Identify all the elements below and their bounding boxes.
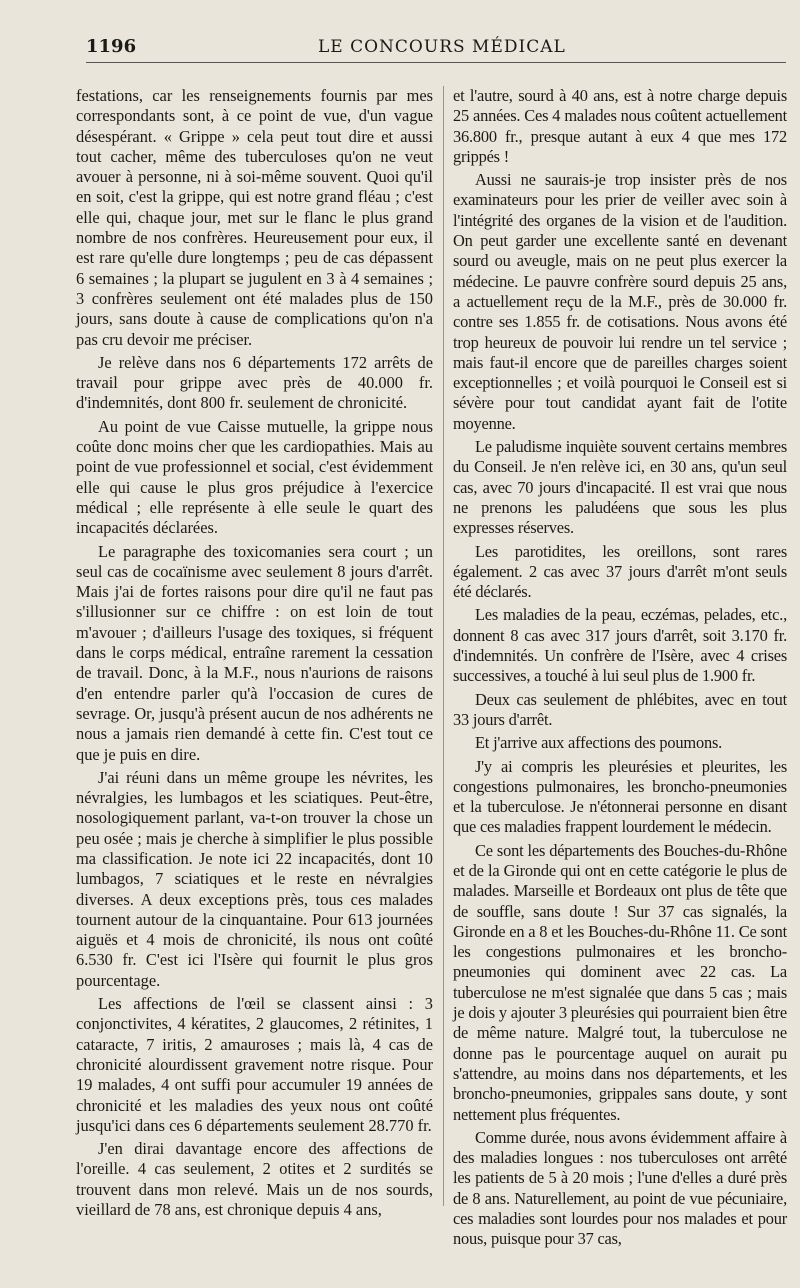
right-column bbox=[453, 86, 787, 1249]
left-column bbox=[76, 86, 433, 1236]
paragraph: Je relève dans nos 6 départements 172 arrêts de travail pour grippe avec près de 40.000 fr. d'indemnités, dont 800 fr. seulement de chronicité. bbox=[76, 352, 433, 413]
paragraph: J'y ai compris les pleurésies et pleurites, les congestions pulmonaires, les broncho-pneumonies et la tuberculose. Je n'étonnerai personne en disant que ces maladies frappent lourdement le médecin. bbox=[453, 756, 787, 837]
paragraph: Au point de vue Caisse mutuelle, la grippe nous coûte donc moins cher que les cardiopathies. Mais au point de vue professionnel et social, c'est évidemment elle qui cause le plus gros préjudice à l'exercice médical ; elle représente à elle seule le quart des incapacités déclarées. bbox=[76, 416, 433, 538]
paragraph: Deux cas seulement de phlébites, avec en tout 33 jours d'arrêt. bbox=[453, 689, 787, 729]
paragraph: Aussi ne saurais-je trop insister près de nos examinateurs pour les prier de veiller avec soin à l'intégrité des organes de la vision et de l'audition. On peut garder une excellente santé en devenant sourd ou aveugle, mais on ne peut plus exercer la médecine. Le pauvre confrère sourd depuis 25 ans, a actuellement reçu de la M.F., près de 30.000 fr. contre ses 1.855 fr. de cotisations. Nous avons été trop heureux de pouvoir lui rendre un tel service ; mais faut-il encore que de pareilles charges soient exceptionnelles ; et voilà pourquoi le Conseil est si sévère pour tout candidat ayant fait de l'otite moyenne. bbox=[453, 170, 787, 433]
paragraph: Le paragraphe des toxicomanies sera court ; un seul cas de cocaïnisme avec seulement 8 jours d'arrêt. Mais j'ai de fortes raisons pour dire qu'il ne faut pas s'illusionner sur ce chiffre : on est loin de tout m'avouer ; d'ailleurs l'usage des toxiques, si fréquent dans le corps médical, entraîne rarement la cessation de travail. Donc, à la M.F., nous n'aurions de raisons d'en entendre parler qu'à l'occasion de cures de sevrage. Or, jusqu'à présent aucun de nos adhérents ne nous a jamais rien demandé à cette fin. C'est tout ce que je puis en dire. bbox=[76, 541, 433, 764]
paragraph: festations, car les renseignements fournis par mes correspondants sont, à ce point de vue, d'un vague désespérant. « Grippe » cela peut tout dire et aussi tout cacher, même des tuberculoses qu'on ne veut avouer à personne, ni à soi-même souvent. Quoi qu'il en soit, c'est la grippe, qui est notre grand fléau ; c'est elle qui, chaque jour, met sur le flanc le plus grand nombre de nos confrères. Heureusement pour eux, il est rare qu'elle dure longtemps ; peu de cas dépassent 6 semaines ; la plupart se jugulent en 3 à 4 semaines ; 3 confrères seulement ont été malades plus de 150 jours, sans doute à cause de complications qu'on n'a pas cru devoir me préciser. bbox=[76, 86, 433, 349]
paragraph: Comme durée, nous avons évidemment affaire à des maladies longues : nos tuberculoses ont arrêté les patients de 5 à 20 mois ; l'une d'elles a duré près de 8 ans. Naturellement, au point de vue pécuniaire, ces maladies sont lourdes pour nos malades et pour nous, puisque pour 37 cas, bbox=[453, 1127, 787, 1249]
paragraph: Le paludisme inquiète souvent certains membres du Conseil. Je n'en relève ici, en 30 ans, qu'un seul cas, avec 70 jours d'incapacité. Il est vrai que nous ne prenons les paludéens que sous les plus expresses réserves. bbox=[453, 437, 787, 538]
page-number: 1196 bbox=[86, 36, 137, 57]
paragraph: et l'autre, sourd à 40 ans, est à notre charge depuis 25 années. Ces 4 malades nous coûtent actuellement 36.800 fr., presque autant à eux 4 que mes 172 grippés ! bbox=[453, 86, 787, 166]
paragraph: Ce sont les départements des Bouches-du-Rhône et de la Gironde qui ont en cette catégorie le plus de malades. Marseille et Bordeaux ont plus de tête que de souffle, sans doute ! Sur 37 cas signalés, la Gironde en a 8 et les Bouches-du-Rhône 11. Ce sont les congestions pulmonaires et les broncho-pneumonies qui dominent avec 22 cas. La tuberculose ne m'est signalée que dans 5 cas ; mais je dois y ajouter 3 pleurésies qui pourraient bien être de même nature. Malgré tout, la tuberculose ne donne pas le pourcentage auquel on aurait pu s'attendre, au moins dans nos départements, et les broncho-pneumonies, grippales sans doute, y sont nettement plus fréquentes. bbox=[453, 840, 787, 1124]
paragraph: Et j'arrive aux affections des poumons. bbox=[475, 733, 723, 753]
paragraph: Les maladies de la peau, eczémas, pelades, etc., donnent 8 cas avec 317 jours d'arrêt, soit 3.170 fr. d'indemnités. Un confrère de l'Isère, avec 4 crises successives, a touché à lui seul plus de 1.900 fr. bbox=[453, 605, 787, 686]
paragraph: J'ai réuni dans un même groupe les névrites, les névralgies, les lumbagos et les sciatiques. Peut-être, nosologiquement parlant, va-t-on trouver la chose un peu osée ; mais je cherche à simplifier le plus possible ma classification. Je note ici 22 incapacités, dont 10 lumbagos, 7 sciatiques et le reste en névralgies diverses. A deux exceptions près, tous ces malades tournent autour de la cinquantaine. Pour 613 journées aiguës et 4 mois de chronicité, ils nous ont coûté 6.530 fr. C'est ici l'Isère qui fournit le plus gros pourcentage. bbox=[76, 767, 433, 990]
paragraph: J'en dirai davantage encore des affections de l'oreille. 4 cas seulement, 2 otites et 2 surdités se trouvent dans mon relevé. Mais un de nos sourds, vieillard de 78 ans, est chronique depuis 4 ans, bbox=[76, 1139, 433, 1220]
column-divider bbox=[443, 86, 444, 1206]
page-header bbox=[86, 34, 786, 63]
running-title: LE CONCOURS MÉDICAL bbox=[318, 37, 566, 57]
paragraph: Les affections de l'œil se classent ainsi : 3 conjonctivites, 4 kératites, 2 glaucomes, 2 rétinites, 1 cataracte, 7 iritis, 2 amauroses ; mais là, 4 cas de chronicité alourdissent gravement notre risque. Pour 19 malades, 4 ont suffi pour accumuler 19 années de chronicité et les maladies des yeux nous ont coûté jusqu'ici dans ces 6 départements seulement 28.770 fr. bbox=[76, 994, 433, 1135]
paragraph: Les parotidites, les oreillons, sont rares également. 2 cas avec 37 jours d'arrêt m'ont seuls été déclarés. bbox=[453, 541, 787, 602]
